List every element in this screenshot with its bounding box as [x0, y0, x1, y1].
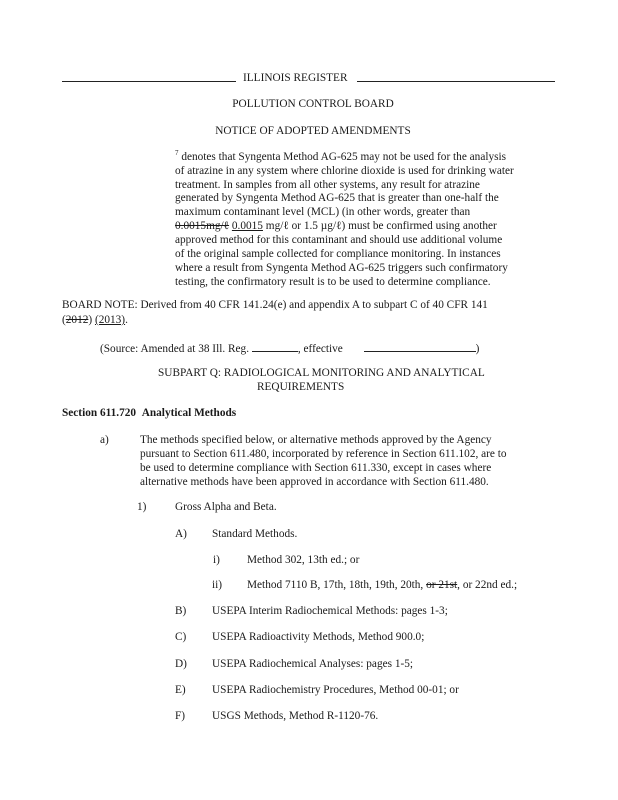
- inserted-value: 0.0015: [231, 220, 263, 233]
- item-D-text: USEPA Radiochemical Analyses: pages 1-5;: [212, 658, 414, 670]
- footnote-line: mg/ℓ or 1.5 µg/ℓ) must be confirmed using another: [262, 220, 497, 233]
- subpart-title: SUBPART Q: RADIOLOGICAL MONITORING AND ANALYTICAL: [158, 367, 485, 379]
- item-1-label: 1): [137, 501, 147, 513]
- effective-date-blank: [364, 341, 476, 352]
- footnote-line: of atrazine in any system where chlorine dioxide is used for drinking water: [175, 164, 514, 177]
- footnote-block: [175, 147, 555, 290]
- footnote-line: approved method for this contaminant and should use additional volume: [175, 234, 503, 247]
- item-1-text: Gross Alpha and Beta.: [175, 501, 277, 513]
- header-rule-left: [62, 81, 236, 82]
- struck-text: or 21st: [426, 579, 458, 591]
- footnote-marker: 7: [175, 149, 179, 157]
- item-i-text: Method 302, 13th ed.; or: [247, 554, 360, 566]
- item-ii-text: Method 7110 B, 17th, 18th, 19th, 20th, or 21st, or 22nd ed.;: [247, 579, 518, 591]
- footnote-line: testing, the confirmatory result is to be used to determine compliance.: [175, 275, 491, 288]
- section-number: Section 611.720: [62, 407, 137, 419]
- footnote-line: maximum contaminant level (MCL) (in other words, greater than: [175, 206, 471, 219]
- item-E-label: E): [175, 684, 186, 696]
- section-heading: [62, 406, 236, 420]
- section-title: Analytical Methods: [141, 407, 237, 419]
- item-C-text: USEPA Radioactivity Methods, Method 900.0;: [212, 631, 425, 643]
- item-F-label: F): [175, 710, 186, 722]
- footnote-line: generated by Syngenta Method AG-625 that is greater than one-half the: [175, 192, 499, 205]
- footnote-line: denotes that Syngenta Method AG-625 may not be used for the analysis: [178, 150, 507, 163]
- footnote-line: where a result from Syngenta Method AG-625 triggers such confirmatory: [175, 262, 508, 275]
- item-A-label: A): [175, 528, 187, 540]
- item-C-label: C): [175, 631, 187, 643]
- footnote-line: of the original sample collected for compliance monitoring. In instances: [175, 248, 501, 261]
- struck-value: 0.0015mg/ℓ: [175, 220, 230, 233]
- item-i-label: i): [213, 554, 220, 566]
- para-a-text: The methods specified below, or alternative methods approved by the Agency pursuant to Section 611.480, incorporated by reference in Section 611.102, are to be used to determine compliance with Section 611.330, except in cases where alternative methods have been approved in accordance with Section 611.480.: [140, 434, 507, 488]
- board-note-line2: (2012) (2013).: [62, 314, 128, 326]
- footnote-line: treatment. In samples from all other systems, any result for atrazine: [175, 178, 480, 191]
- item-B-text: USEPA Interim Radiochemical Methods: pages 1-3;: [212, 605, 448, 617]
- header-rule-right: [357, 81, 555, 82]
- item-ii-label: ii): [212, 579, 223, 591]
- board-note-line1: BOARD NOTE: Derived from 40 CFR 141.24(e) and appendix A to subpart C of 40 CFR 141: [62, 299, 488, 311]
- struck-year: 2012: [65, 314, 89, 326]
- item-B-label: B): [175, 605, 187, 617]
- agency-title: POLLUTION CONTROL BOARD: [232, 98, 394, 110]
- subpart-title-cont: REQUIREMENTS: [257, 381, 345, 393]
- reg-page-blank: [252, 341, 298, 352]
- item-D-label: D): [175, 658, 187, 670]
- inserted-year: (2013): [94, 314, 126, 326]
- item-A-text: Standard Methods.: [212, 528, 298, 540]
- register-title: ILLINOIS REGISTER: [243, 72, 348, 84]
- para-a-label: a): [100, 434, 109, 446]
- source-line: (Source: Amended at 38 Ill. Reg. , effective ): [100, 343, 480, 355]
- item-F-text: USGS Methods, Method R-1120-76.: [212, 710, 379, 722]
- item-E-text: USEPA Radiochemistry Procedures, Method 00-01; or: [212, 684, 459, 696]
- notice-title: NOTICE OF ADOPTED AMENDMENTS: [215, 125, 411, 137]
